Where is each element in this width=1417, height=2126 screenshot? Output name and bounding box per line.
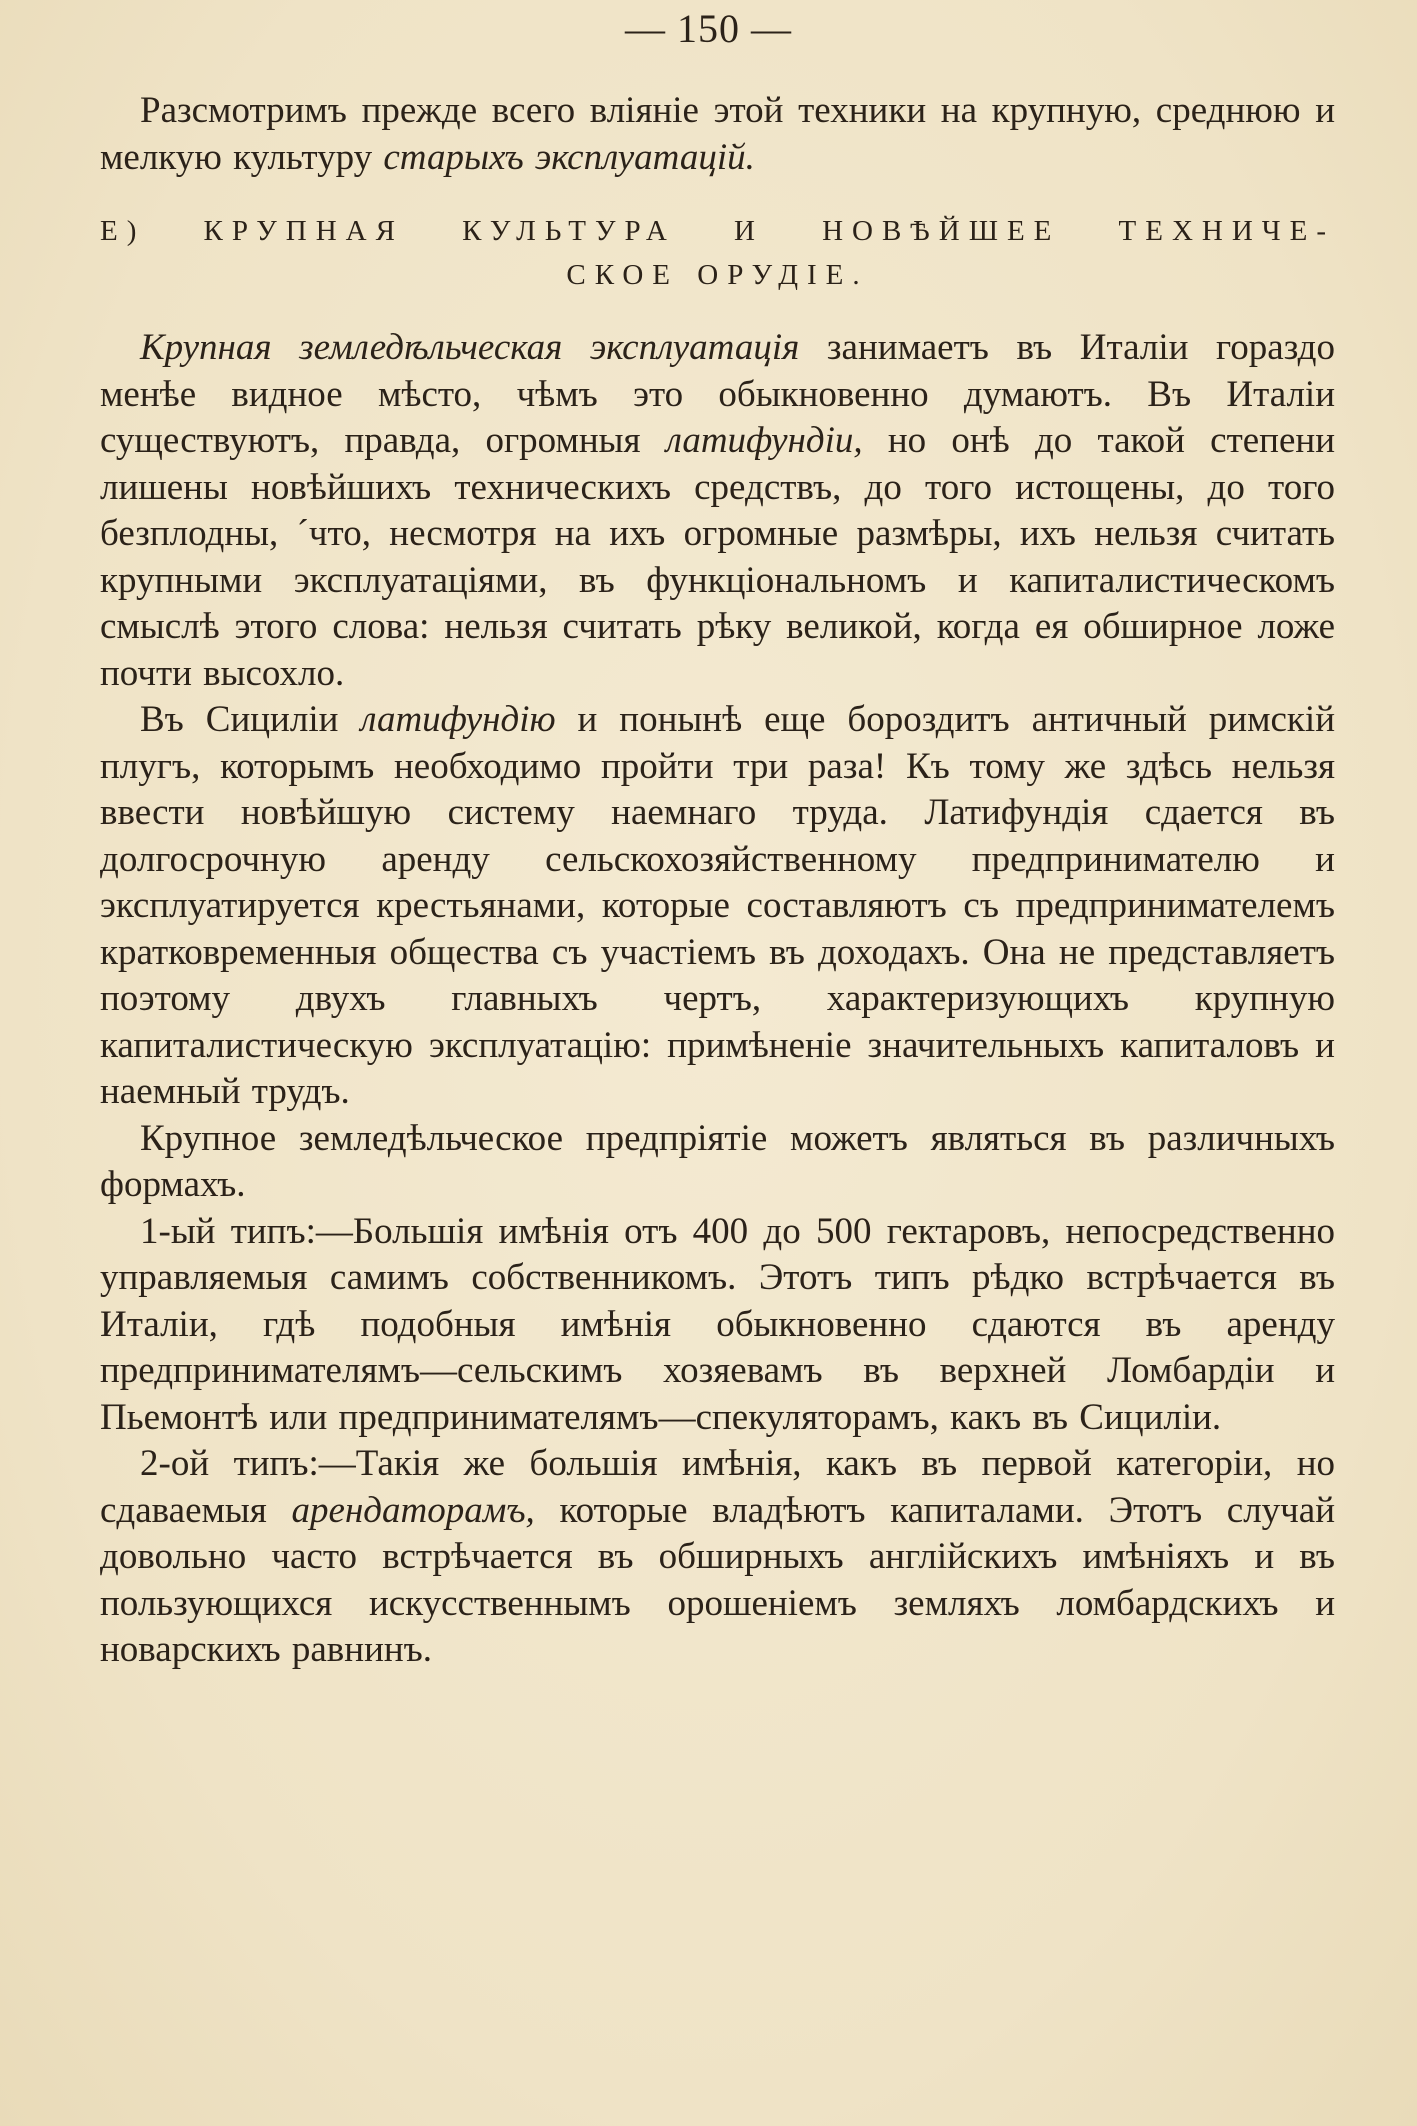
paragraph-type-2	[100, 1441, 1335, 1674]
p1-italic-2: латифундіи,	[665, 420, 863, 461]
p5-italic-1: арендаторамъ,	[291, 1489, 535, 1531]
intro-text: Разсмотримъ прежде всего вліяніе этой техники на крупную, среднюю и мелкую культуру	[100, 90, 1335, 178]
intro-paragraph	[100, 88, 1335, 181]
section-heading-line-1: Е) КРУПНАЯ КУЛЬТУРА И НОВѢЙШЕЕ ТЕХНИЧЕ-	[100, 215, 1335, 247]
p2-text-1: Въ Сициліи	[140, 699, 361, 740]
section-heading-line-2: СКОЕ ОРУДІЕ.	[566, 259, 869, 291]
paragraph-sicily	[100, 697, 1335, 1116]
p5-text-2: которые владѣютъ капиталами. Этотъ случай довольно часто встрѣчается въ обширныхъ англійскихъ имѣніяхъ и въ пользующихся искусственнымъ орошеніемъ земляхъ ломбардскихъ и новарскихъ равнинъ.	[100, 1489, 1336, 1670]
paragraph-type-1: 1-ый типъ:—Большія имѣнія отъ 400 до 500 гектаровъ, непосредственно управляемыя самимъ собственникомъ. Этотъ типъ рѣдко встрѣчается въ Италіи, гдѣ подобныя имѣнія обыкновенно сдаются въ аренду предпринимателямъ—сельскимъ хозяевамъ въ верхней Ломбардіи и Пьемонтѣ или предпринимателямъ—спекуляторамъ, какъ въ Сициліи.	[100, 1210, 1335, 1438]
p5-text-1: 2-ой типъ:—Такія же большія имѣнія, какъ въ первой категоріи, но сдаваемыя	[100, 1443, 1335, 1531]
p1-italic-1: Крупная земледѣльческая эксплуатація	[140, 327, 800, 368]
page-body	[100, 88, 1335, 1674]
section-heading	[100, 209, 1335, 297]
page-number: — 150 —	[625, 6, 792, 51]
intro-italic: старыхъ эксплуатацій.	[383, 136, 755, 178]
p2-italic-1: латифундію	[360, 699, 556, 740]
p2-text-2: и понынѣ еще бороздитъ античный римскій плугъ, которымъ необходимо пройти три раза! Къ тому же здѣсь нельзя ввести новѣйшую систему наемнаго труда. Латифундія сдается въ долгосрочную аренду сельскохозяйственному предпринимателю и эксплуатируется крестьянами, которые составляютъ съ предпринимателемъ кратковременныя общества съ участіемъ въ доходахъ. Она не представляетъ поэтому двухъ главныхъ чертъ, характеризующихъ крупную капиталистическую эксплуатацію: примѣненіе значительныхъ капиталовъ и наемный трудъ.	[100, 699, 1335, 1112]
paragraph-forms: Крупное земледѣльческое предпріятіе можетъ являться въ различныхъ формахъ.	[100, 1117, 1335, 1205]
paragraph-latifundia	[100, 325, 1335, 697]
p1-text-2: но онѣ до такой степени лишены новѣйшихъ техническихъ средствъ, до того истощены, до того безплодны, ´что, несмотря на ихъ огромные размѣры, ихъ нельзя считать крупными эксплуатаціями, въ функціональномъ и капиталистическомъ смыслѣ этого слова: нельзя считать рѣку великой, когда ея обширное ложе почти высохло.	[100, 420, 1335, 694]
p1-text-1: занимаетъ въ Италіи гораздо менѣе видное мѣсто, чѣмъ это обыкновенно думаютъ. Въ Италіи существуютъ, правда, огромныя	[100, 327, 1335, 461]
